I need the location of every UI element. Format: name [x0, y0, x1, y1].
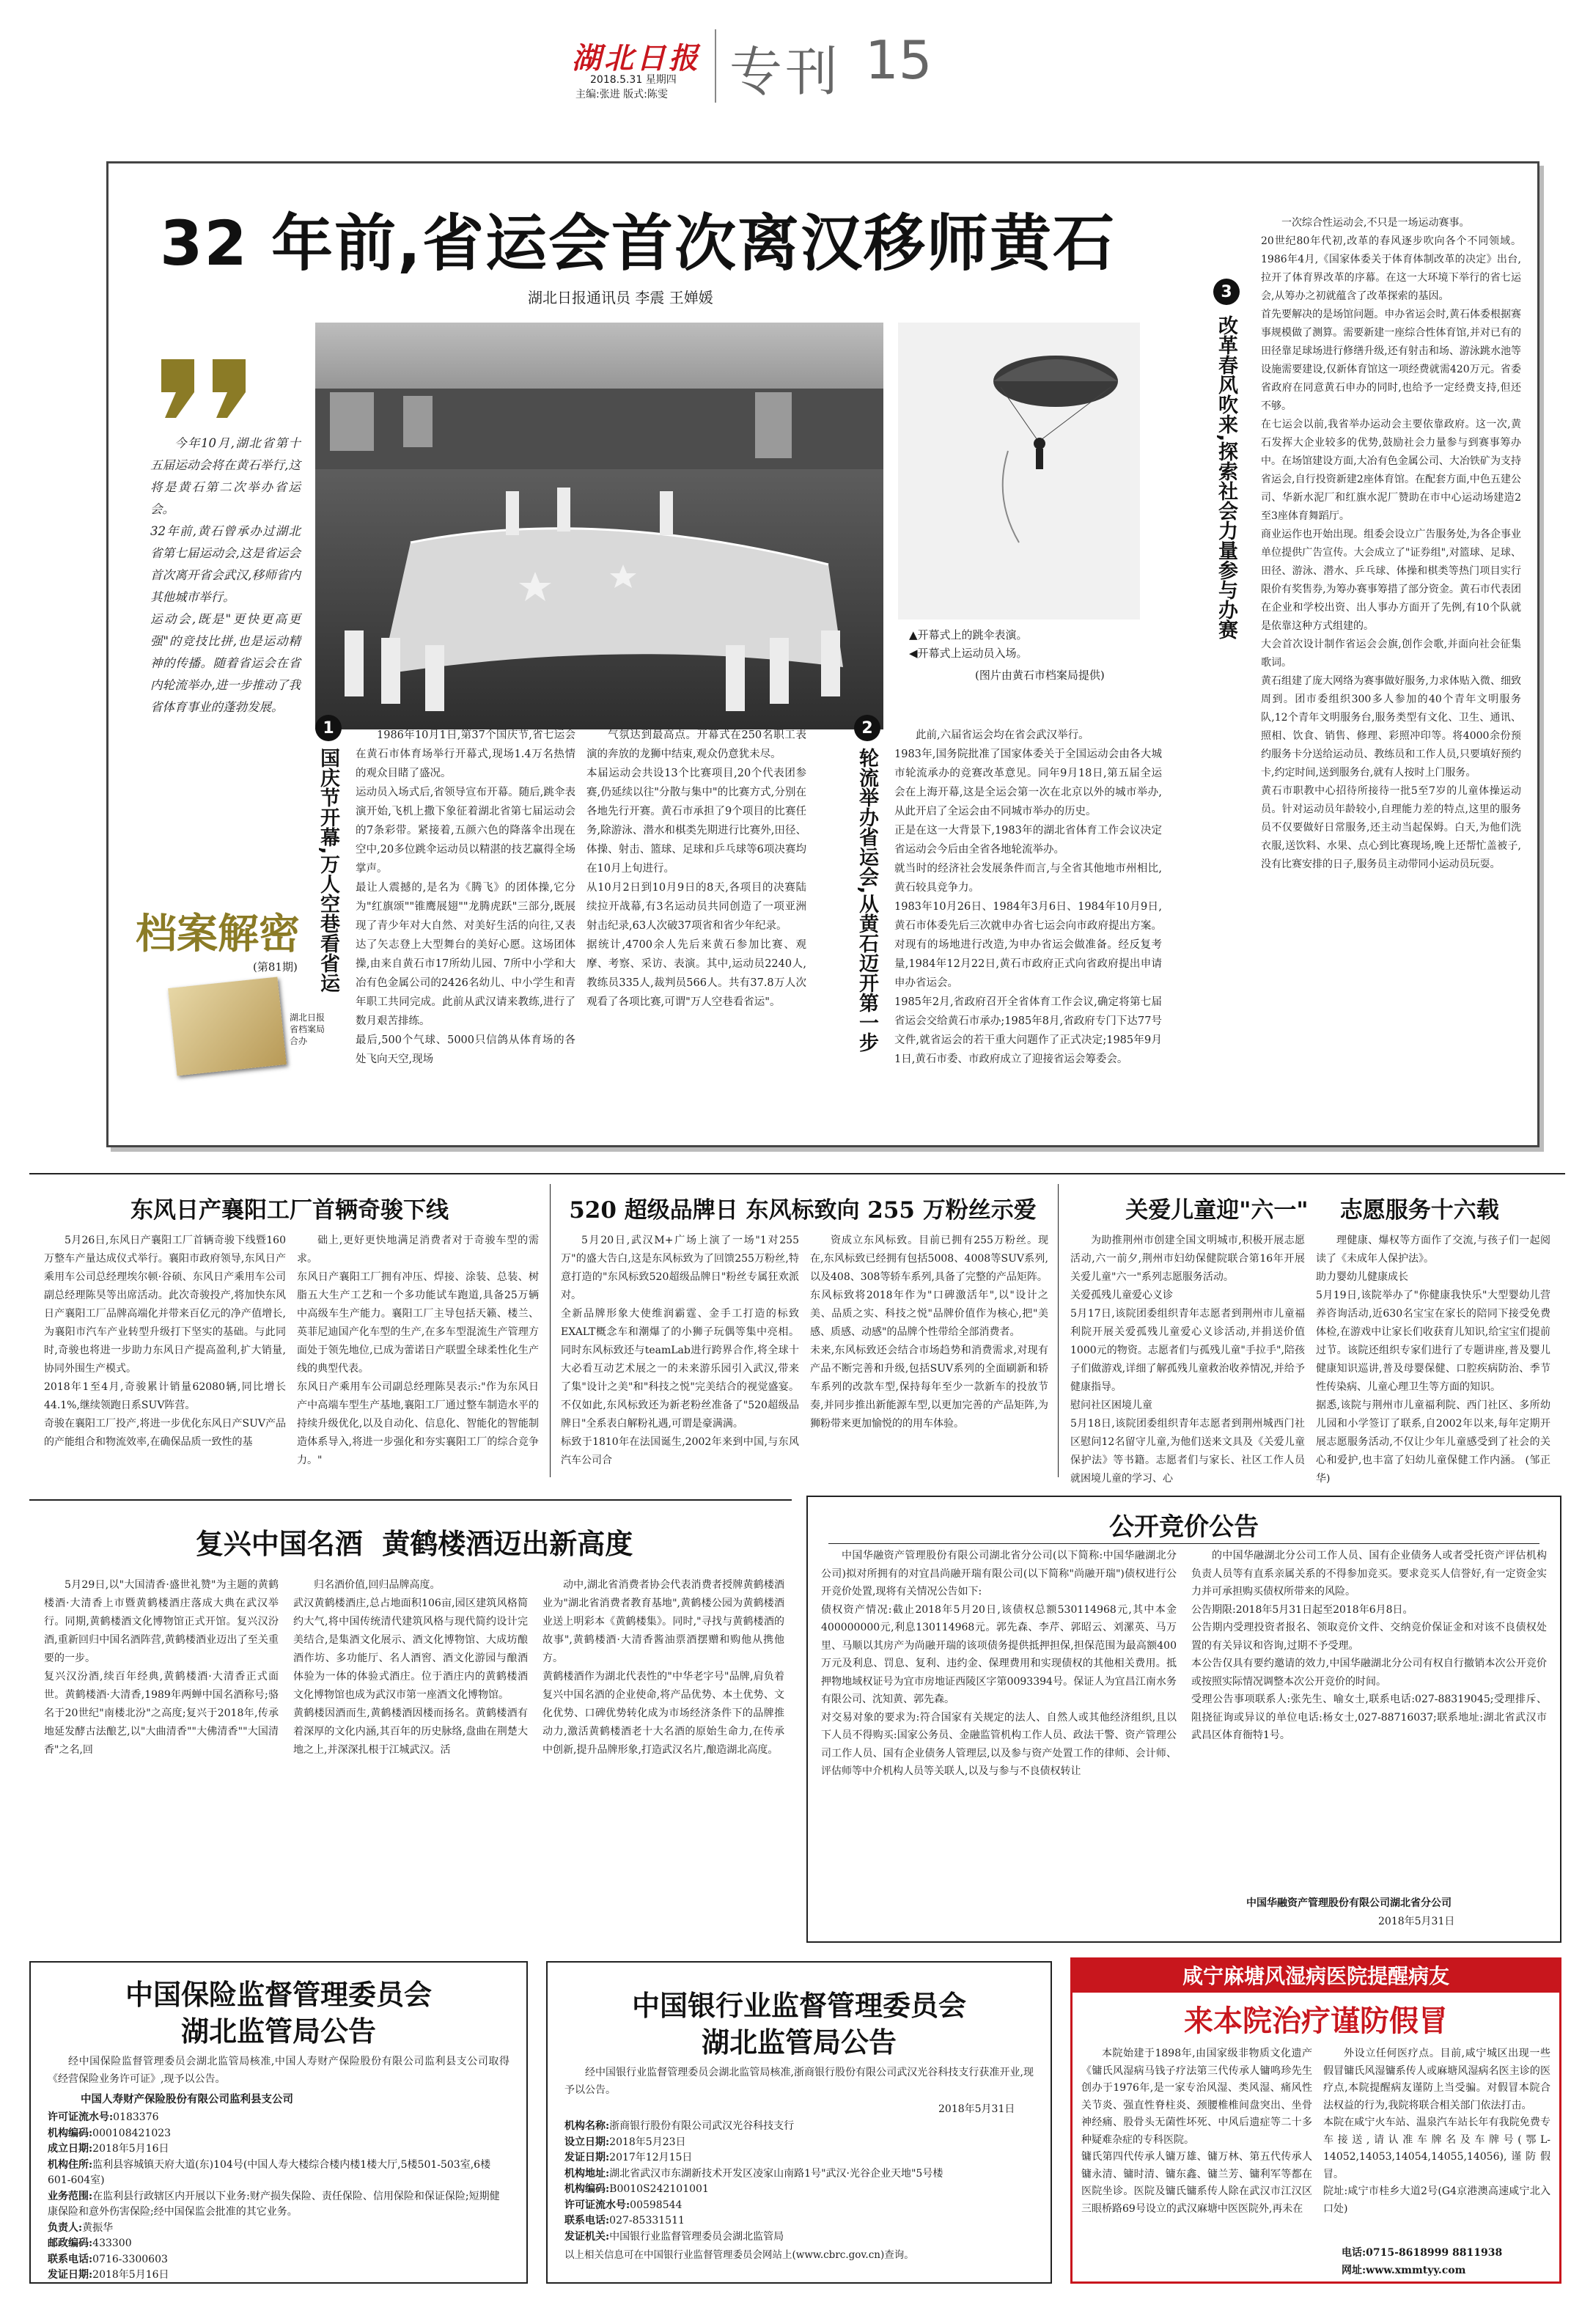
feature-intro: 今年10月,湖北省第十五届运动会将在黄石举行,这将是黄石第二次举办省运会。 32年前,黄石曾承办过湖北省第七届运动会,这是省运会首次离开省会武汉,移师省内其他城市举行。 运动会,既是"更快更高更强"的竞技比拼,也是运动精神的传播。随着省运会在省内轮流举办,进一步推动了我省体育事业的蓬勃发展。 — [150, 436, 301, 714]
rule-news-row — [29, 1173, 1565, 1174]
masthead-logo: 湖北日报 — [572, 41, 701, 76]
auction-title: 公开竞价公告 — [1109, 1512, 1259, 1542]
hospital-banner — [1073, 1960, 1559, 1993]
news-dongfeng-col-1: 5月26日,东风日产襄阳工厂首辆奇骏下线暨160万整车产量达成仪式举行。襄阳市政府领导,东风日产乘用车公司总经理埃尔顿·谷硕、东风日产乘用车公司副总经理陈昊等出席活动。此次奇骏投产,将加快东风日产襄阳工厂品牌高端化并带来百亿元的净产值增长,为襄阳市汽车产业转型升级打下坚实的基础。与此同时,奇骏也将进一步助力东风日产提高盈利,扩大销量,协同外围生产模式。 2018年1至4月,奇骏累计销量62080辆,同比增长44.1%,继续领跑日系SUV阵营。 奇骏在襄阳工厂投产,将进一步优化东风日产SUV产品的产能组合和物流效率,在确保品质一致性的基 — [44, 1235, 286, 1448]
rule-news-row-2 — [29, 1499, 792, 1501]
circ-line-key: 邮政编码: — [48, 2237, 93, 2249]
cbrc-details — [564, 2119, 1034, 2245]
column-logo-credit: 湖北日报省档案局 合办 — [290, 1012, 325, 1046]
section-name: 专刊 — [729, 41, 842, 103]
photo-parachute — [898, 323, 1140, 619]
column-logo-name: 档案解密 — [136, 911, 300, 958]
feature-byline: 湖北日报通讯员 李震 王婵媛 — [528, 289, 713, 306]
photo-caption-credit: (图片由黄石市档案局提供) — [975, 669, 1105, 682]
circ-line-value: 433300 — [92, 2237, 132, 2249]
column-logo — [128, 902, 326, 1107]
cbrc-line-key: 机构名称: — [564, 2120, 610, 2132]
feature-headline: 32 年前,省运会首次离汉移师黄石 — [159, 207, 1116, 279]
cbrc-line-value: 2018年5月23日 — [609, 2136, 686, 2148]
photo-caption-procession: ◀开幕式上运动员入场。 — [909, 647, 1028, 660]
news-dongfeng-title: 东风日产襄阳工厂首辆奇骏下线 — [130, 1197, 449, 1224]
circ-line-key: 机构编码: — [48, 2127, 93, 2139]
cbrc-line-key: 联系电话: — [564, 2215, 610, 2226]
news-huanghelou-col-3: 动中,湖北省消费者协会代表消费者授牌黄鹤楼酒业为"湖北省消费者教育基地",黄鹤楼公园为黄鹤楼酒业送上明彩本《黄鹤楼集》。同时,"寻找与黄鹤楼酒的故事",黄鹤楼酒·大清香酱油票酒摆赠和购他从携他方。 黄鹤楼酒作为湖北代表性的"中华老字号"品牌,肩负着复兴中国名酒的企业使命,将产品优势、本土优势、文化优势、口碑优势转化成为市场经济条件下的品牌推动力,激活黄鹤楼酒老十大名酒的原始生命力,在传承中创新,提升品牌形象,打造武汉名片,酿造湖北高度。 — [542, 1579, 784, 1756]
circ-line-key: 业务范围: — [48, 2190, 93, 2202]
section-3-number: 3 — [1213, 279, 1240, 305]
circ-line-value: 黄振华 — [82, 2221, 114, 2234]
cbrc-date: 2018年5月31日 — [938, 2103, 1015, 2115]
cbrc-line-value: 027-85331511 — [609, 2215, 685, 2226]
section-1-number: 1 — [315, 715, 342, 741]
hospital-website: 网址:www.xmmtyy.com — [1342, 2265, 1466, 2276]
circ-line-key: 联系电话: — [48, 2253, 93, 2265]
section-1-title: 国庆节开幕,万人空巷看省运 — [317, 748, 339, 993]
circ-line-value: 000108421023 — [92, 2127, 172, 2139]
masthead-date: 2018.5.31 星期四 — [590, 74, 677, 86]
circ-line-value: 0716-3300603 — [92, 2253, 168, 2265]
cbrc-footnote: 以上相关信息可在中国银行业监督管理委员会网站上(www.cbrc.gov.cn)查询。 — [564, 2249, 914, 2261]
cbrc-line-value: 浙商银行股份有限公司武汉光谷科技支行 — [609, 2120, 795, 2132]
rule-vertical-2 — [1058, 1184, 1059, 1477]
circ-line-key: 机构住所: — [48, 2158, 93, 2171]
cbrc-line-key: 发证机关: — [564, 2230, 610, 2243]
news-huanghelou-col-2: 归名酒价值,回归品牌高度。 武汉黄鹤楼酒庄,总占地面积106亩,园区建筑风格简约大气,将中国传统清代建筑风格与现代简约设计完美结合,是集酒文化展示、酒文化博物馆、大成坊酿酒作坊、多功能厅、名人酒窖、酒文化游园与酿酒体验为一体的体验式酒庄。位于酒庄内的黄鹤楼酒文化博物馆也成为武汉市第一座酒文化博物馆。 黄鹤楼因酒而生,黄鹤楼酒因楼而扬名。黄鹤楼酒有着深厚的文化内涵,其百年的历史脉络,盘曲在荆楚大地之上,并深深扎根于江城武汉。活 — [293, 1579, 528, 1756]
section-2-col: 此前,六届省运会均在省会武汉举行。 1983年,国务院批准了国家体委关于全国运动会由各大城市轮流承办的竞赛改革意见。同年9月18日,第五届全运会在上海开幕,这是全运会第一次在北京以外的城市举办,从此开启了全运会由不同城市举办的历史。 正是在这一大背景下,1983年的湖北省体育工作会议决定省运动会今后由全省各地轮流举办。 就当时的经济社会发展条件而言,与全省其他地市州相比,黄石较具竞争力。 1983年10月26日、1984年3月6日、1984年10月9日,黄石市体委先后三次就申办省七运会向市政府提出方案。对现有的场地进行改造,为申办省运会做准备。经反复考量,1984年12月22日,黄石市政府正式向省政府提出申请申办省运会。 1985年2月,省政府召开全省体育工作会议,确定将第七届省运会交给黄石市承办;1985年8月,省政府专门下达77号文件,就省运会的若干重大问题作了正式决定;1985年9月1日,黄石市委、市政府成立了迎接省运会筹委会。 — [894, 729, 1162, 1065]
section-2-number: 2 — [854, 715, 880, 741]
quote-mark-icon — [154, 359, 264, 418]
photo-caption-parachute: ▲开幕式上的跳伞表演。 — [909, 628, 1028, 641]
news-peugeot-title: 520 超级品牌日 东风标致向 255 万粉丝示爱 — [569, 1197, 1037, 1224]
auction-col-2: 的中国华融湖北分公司工作人员、国有企业债务人或者受托资产评估机构负责人员等有直系亲属关系的不得参加竞买。要求竞买人信誉好,有一定资金实力并可承担购买债权所带来的风险。 公告期限:2018年5月31日起至2018年6月8日。 公告期内受理投资者报名、领取竞价文件、交纳竞价保证金和对该不良债权处置的有关异议和咨询,过期不予受理。 本公告仅具有要约邀请的效力,中国华融湖北分公司有权自行撤销本次公开竞价或按照实际情况调整本次公开竞价的时间。 受理公告事项联系人:张先生、喻女士,联系电话:027-88319045;受理排斥、阻挠征询或异议的单位电话:杨女士,027-88716037;联系地址:湖北省武汉市武昌区体育衙特1号。 — [1191, 1550, 1547, 1741]
circ-line-value: 0183376 — [113, 2111, 159, 2123]
circ-line-value: 在监利县行政辖区内开展以下业务:财产损失保险、责任保险、信用保险和保证保险;短期健康保险和意外伤害保险;经中国保监会批准的其它业务。 — [48, 2190, 500, 2218]
auction-col-1: 中国华融资产管理股份有限公司湖北省分公司(以下简称:中国华融湖北分公司)拟对所拥有的对宜昌尚融开瑞有限公司(以下简称"尚融开瑞")债权进行公开竞价处置,现将有关情况公告如下: 债权资产情况:截止2018年5月20日,该债权总额530114968元,其中本金400000000元,利息130114968元。郭先森、李芹、郭昭云、刘漯英、马万里、马顺以其房产为尚融开瑞的该项债务提供抵押担保,担保范围为最高额400万元及利息、罚息、复利、违约金、保理费用和实现债权的其他相关费用。抵押物地域权证号为宜市房地证西陵区字第0093394号。保证人为宜昌江南水务有限公司、沈知黄、郭先森。 对交易对象的要求为:符合国家有关规定的法人、自然人或其他经济组织,且以下人员不得购买:国家公务员、金融监管机构工作人员、政法干警、资产管理公司工作人员、国有企业债务人管理层,以及参与资产处置工作的律师、会计师、评估师等中介机构人员等关联人,以及与参与不良债权转让 — [821, 1550, 1177, 1777]
hospital-col-2: 外设立任何医疗点。目前,咸宁城区出现一些假冒镛氏风湿镛系传人或麻塘风湿病名医主诊的医疗点,本院提醒病友谨防上当受骗。对假冒本院合法权益的行为,我院将联合相关部门依法打击。 本院在咸宁火车站、温泉汽车站长年有我院免费专车接送,请认准车牌名及车牌号(鄂L-14052,14053,14054,14055,14056),谨防假冒。 院址:咸宁市桂乡大道2号(G4京港澳高速咸宁北入口处) — [1323, 2048, 1550, 2215]
photo-procession — [315, 323, 883, 729]
circ-body: 经中国保险监督管理委员会湖北监管局核准,中国人寿财产保险股份有限公司监利县支公司取得《经营保险业务许可证》,现予以公告。 — [48, 2056, 509, 2085]
circ-line-value: 监利县容城镇天府大道(东)104号(中国人寿大楼综合楼内楼1楼大厅,5楼501-503室,6楼601-604室) — [48, 2158, 491, 2186]
news-dongfeng-col-2: 础上,更好更快地满足消费者对于奇骏车型的需求。 东风日产襄阳工厂拥有冲压、焊接、涂装、总装、树脂五大生产工艺和一个多功能试车跑道,具备25万辆中高级车生产能力。襄阳工厂主导包括天籁、楼兰、英菲尼迪国产化车型的生产,在多车型混流生产管理方面处于领先地位,已成为蕾诺日产联盟全球柔性化生产线的典型代表。 东风日产乘用车公司副总经理陈昊表示:"作为东风日产中高端车型生产基地,襄阳工厂通过整车制造水平的持续升级优化,以及自动化、信息化、智能化的智能制造体系导入,将进一步强化和夯实襄阳工厂的综合竞争力。" — [297, 1235, 539, 1466]
cbrc-title-1: 中国银行业监督管理委员会 — [631, 1989, 966, 2022]
cbrc-line-value: 00598544 — [630, 2199, 683, 2211]
section-3-col: 一次综合性运动会,不只是一场运动赛事。 20世纪80年代初,改革的春风逐步吹向各个不同领域。1986年4月,《国家体委关于体育体制改革的决定》出台,拉开了体育界改革的序幕。在这一大环境下举行的省七运会,从筹办之初就蕴含了改革探索的基因。 首先要解决的是场馆问题。申办省运会时,黄石体委根据赛事规模做了测算。需要新建一座综合性体育馆,并对已有的田径靠足球场进行修缮升级,还有射击和场、游泳跳水池等设施需要建设,仅新体育馆这一项经费就需420万元。省委省政府在同意黄石申办的同时,也给予一定经费支持,但还不够。 在七运会以前,我省举办运动会主要依靠政府。这一次,黄石发挥大企业较多的优势,鼓励社会力量参与到赛事筹办中。在场馆建设方面,大冶有色金属公司、大冶铁矿为支持省运会,自行投资新建2座体育馆。在配套方面,中色五建公司、华新水泥厂和红旗水泥厂赞助在市中心运动场建造2至3座体育舞蹈厅。 商业运作也开始出现。组委会设立广告服务处,为各企事业单位提供广告宣传。大会成立了"证券组",对篮球、足球、田径、游泳、潜水、乒乓球、体操和棋类等热门项目实行限价有奖售券,为筹办赛事筹措了部分资金。黄石市代表团在企业和学校出资、出人事办方面开了先例,有10个队就是依靠这种方式组建的。 大会首次设计制作省运会会旗,创作会歌,并面向社会征集歌词。 黄石组建了庞大网络为赛事做好服务,力求体贴入微、细致周到。团市委组织300多人参加的40个青年文明服务队,12个青年文明服务台,服务类型有文化、卫生、通讯、照相、饮食、销售、修理、彩照冲印等。将4000余份预约服务卡分送给运动员、教练员和工作人员,只要填好预约卡,约定时间,送到服务台,就有人按时上门服务。 黄石市职教中心招待所接待一批5至7岁的儿童体操运动员。针对运动员年龄较小,自理能力差的特点,这里的服务员不仅要做好日常服务,还主动当起保姆。白天,为他们洗衣服,送饮料、水果、点心到比赛现场,晚上还帮忙盖被子,没有比赛安排的日子,服务员主动带同小运动员玩耍。 — [1261, 217, 1521, 870]
masthead-editors: 主编:张进 版式:陈雯 — [575, 89, 668, 100]
hospital-subtitle: 来本院治疗谨防假冒 — [1184, 2004, 1448, 2038]
circ-line-key: 许可证流水号: — [48, 2111, 114, 2123]
cbrc-line-value: 2017年12月15日 — [609, 2152, 693, 2163]
section-3-title: 改革春风吹来,探索社会力量参与办赛 — [1215, 315, 1237, 640]
circ-details — [48, 2110, 509, 2284]
hospital-phone: 电话:0715-8618999 8811938 — [1342, 2247, 1503, 2259]
hospital-banner-text: 咸宁麻塘风湿病医院提醒病友 — [1182, 1964, 1449, 1988]
news-children-col-1: 为助推荆州市创建全国文明城市,积极开展志愿活动,六一前夕,荆州市妇幼保健院联合第16年开展关爱儿童"六一"系列志愿服务活动。 关爱孤残儿童爱心义诊 5月17日,该院团委组织青年志愿者到荆州市儿童福利院开展关爱孤残儿童爱心义诊活动,并捐送价值1000元的物资。志愿者们与孤残儿童"手拉手",陪孩子们做游戏,详细了解孤残儿童救治收养情况,并给予健康指导。 慰问社区困境儿童 5月18日,该院团委组织青年志愿者到荆州城西门社区慰问12名留守儿童,为他们送来文具及《关爱儿童保护法》等书籍。志愿者们与家长、社区工作人员就困境儿童的学习、心 — [1070, 1235, 1305, 1485]
news-huanghelou-title: 复兴中国名酒 黄鹤楼酒迈出新高度 — [195, 1527, 633, 1560]
page-number: 15 — [865, 29, 932, 91]
auction-signature: 中国华融资产管理股份有限公司湖北省分公司 — [1246, 1897, 1452, 1909]
cbrc-line-key: 机构编码: — [564, 2183, 610, 2195]
column-logo-issue: (第81期) — [253, 960, 298, 974]
section-1-col-2: 气氛达到最高点。开幕式在250名职工表演的奔放的龙狮中结束,观众仍意犹未尽。 本届运动会共设13个比赛项目,20个代表团参赛,仍延续以往"分散与集中"的比赛方式,分别在各地先行开赛。黄石市承担了9个项目的比赛任务,除游泳、潜水和棋类先期进行比赛外,田径、体操、射击、篮球、足球和乒乓球等6项决赛均在10月上旬进行。 从10月2日到10月9日的8天,各项目的决赛陆续拉开战幕,有3名运动员共同创造了一项亚洲射击纪录,63人次破37项省和省少年纪录。 据统计,4700余人先后来黄石参加比赛、观摩、考察、采访、表演。其中,运动员2240人,教练员335人,裁判员566人。共有37.8万人次观看了各项比赛,可谓"万人空巷看省运"。 — [586, 729, 806, 1008]
news-children-title: 关爱儿童迎"六一" 志愿服务十六载 — [1125, 1197, 1499, 1224]
cbrc-line-value: 湖北省武汉市东湖新技术开发区凌家山南路1号"武汉·光谷企业天地"5号楼 — [609, 2167, 943, 2180]
circ-title-2: 湖北监管局公告 — [180, 2015, 376, 2048]
circ-title-1: 中国保险监督管理委员会 — [125, 1978, 432, 2011]
masthead — [0, 0, 1593, 125]
auction-title-rule — [828, 1543, 1539, 1544]
news-huanghelou-col-1: 5月29日,以"大国清香·盛世礼赞"为主题的黄鹤楼酒·大清香上市暨黄鹤楼酒庄落成大典在武汉举行。同期,黄鹤楼酒文化博物馆正式开馆。复兴汉汾酒,重新回归中国名酒阵营,黄鹤楼酒业迈出了至关重要的一步。 复兴汉汾酒,续百年经典,黄鹤楼酒·大清香正式面世。黄鹤楼酒·大清香,1989年两蝉中国名酒称号;骆名于20世纪"南楼北汾"之高度;复兴于2018年,传承地延发酵古法酿艺,以"大曲清香""大佛清香""大国清香"之名,回 — [44, 1579, 279, 1756]
circ-line-value: 2018年5月16日 — [92, 2269, 169, 2281]
circ-line-value: 2018年5月16日 — [92, 2143, 169, 2155]
cbrc-title-2: 湖北监管局公告 — [701, 2026, 897, 2059]
rule-vertical-1 — [550, 1184, 551, 1477]
cbrc-line-key: 设立日期: — [564, 2136, 610, 2148]
cbrc-body: 经中国银行业监督管理委员会湖北监管局核准,浙商银行股份有限公司武汉光谷科技支行获准开业,现予以公告。 — [564, 2067, 1034, 2096]
cbrc-line-key: 许可证流水号: — [564, 2199, 630, 2211]
cbrc-line-value: B0010S242101001 — [609, 2183, 709, 2195]
news-peugeot-col-1: 5月20日,武汉M+广场上演了一场"1对255万"的盛大告白,这是东风标致为了回馈255万粉丝,特意打造的"东风标致520超级品牌日"粉丝专属狂欢派对。 全新品牌形象大使维润霸霆、金手工打造的标致EXALT概念车和潮爆了的小狮子玩偶等集中亮相。同时东风标致还与teamLab进行跨界合作,将全球十大必看互动艺术展之一的未来游乐园引入武汉,带来了集"设计之美"和"科技之悦"完美结合的视觉盛宴。不仅如此,东风标致还为新老粉丝准备了"520超级品牌日"全系表白解粉礼遇,可谓是豪满满。 标致于1810年在法国诞生,2002年来到中国,与东风汽车公司合 — [561, 1235, 799, 1466]
cbrc-line-value: 中国银行业监督管理委员会湖北监管局 — [609, 2230, 784, 2243]
cbrc-line-key: 机构地址: — [564, 2167, 610, 2180]
circ-company: 中国人寿财产保险股份有限公司监利县支公司 — [81, 2093, 293, 2106]
circ-line-key: 发证日期: — [48, 2269, 93, 2281]
circ-line-key: 成立日期: — [48, 2143, 93, 2155]
masthead-divider — [715, 29, 716, 103]
hospital-col-1: 本院始建于1898年,由国家级非物质文化遗产《镛氏风湿病马钱子疗法第三代传承人镛鸣珍先生创办于1976年,是一家专治风湿、类风湿、痛风性关节炎、强直性脊柱炎、颈腰椎椎间盘突出、坐骨神经痛、股骨头无菌性坏死、中风后遗症等二十多种疑难杂症的专科医院。 镛氏第四代传承人镛万雄、镛万林、第五代传承人镛永清、镛时清、镛东鑫、镛兰芳、镛利军等都在医院坐诊。医院及镛氏镛系传人除在武汉市江汉区三眼桥路69号设立的武汉麻塘中医医院外,再未在 — [1081, 2048, 1312, 2215]
auction-date: 2018年5月31日 — [1378, 1916, 1455, 1927]
news-peugeot-col-2: 资成立东风标致。目前已拥有255万粉丝。现在,东风标致已经拥有包括5008、4008等SUV系列,以及408、308等轿车系列,具备了完整的产品矩阵。 东风标致将2018年作为"口碑激活年",以"设计之美、品质之实、科技之悦"品牌价值作为核心,把"美感、质感、动感"的品牌个性带给全部消费者。 未来,东风标致还会结合市场趋势和消费需求,对现有产品不断完善和升级,包括SUV系列的全面刷新和轿车系列的改款车型,保持每年至少一款新车的投放节奏,并同步推出新能源车型,以更加完善的产品矩阵,为狮粉带来更加愉悦的的用车体验。 — [810, 1235, 1048, 1430]
archive-paper-icon — [168, 977, 287, 1075]
section-1-col-1: 1986年10月1日,第37个国庆节,省七运会在黄石市体育场举行开幕式,现场1.4万名热情的观众目睹了盛况。 运动员入场式后,省领导宣布开幕。随后,跳伞表演开始,飞机上撒下象征着湖北省第七届运动会的7条彩带。紧接着,五颜六色的降落伞出现在空中,20多位跳伞运动员以精湛的技艺赢得全场掌声。 最让人震撼的,是名为《腾飞》的团体操,它分为"红旗颂""锥鹰展翅""龙腾虎跃"三部分,既展现了青少年对大自然、对美好生活的向往,又表达了矢志登上大型舞台的美好心愿。这场团体操,由来自黄石市17所幼儿园、7所中小学和大冶有色金属公司的2426名幼儿、中小学生和青年职工共同完成。此前从武汉请来教练,进行了数月艰苦排练。 最后,500个气球、5000只信鸽从体育场的各处飞向天空,现场 — [356, 729, 575, 1065]
news-children-col-2: 理健康、爆权等方面作了交流,与孩子们一起阅读了《未成年人保护法》。 助力婴幼儿健康成长 5月19日,该院举办了"你健康我快乐"大型婴幼儿营养咨询活动,近630名宝宝在家长的陪同下接受免费体检,在游戏中让家长们收获育儿知识,给宝宝们提前过节。该院还组织专家们进行了专题讲座,普及婴儿健康知识巡讲,普及母婴保健、口腔疾病防治、季节性传染病、儿童心理卫生等方面的知识。 据悉,该院与荆州市儿童福利院、西门社区、多所幼儿园和小学签订了联系,自2002年以来,每年定期开展志愿服务活动,不仅让少年儿童感受到了社会的关心和爱护,也丰富了妇幼儿童保健工作内涵。 (邹正华) — [1316, 1235, 1550, 1485]
cbrc-line-key: 发证日期: — [564, 2152, 610, 2163]
section-2-title: 轮流举办省运会,从黄石迈开第一步 — [856, 748, 878, 1053]
circ-line-key: 负责人: — [48, 2221, 83, 2234]
